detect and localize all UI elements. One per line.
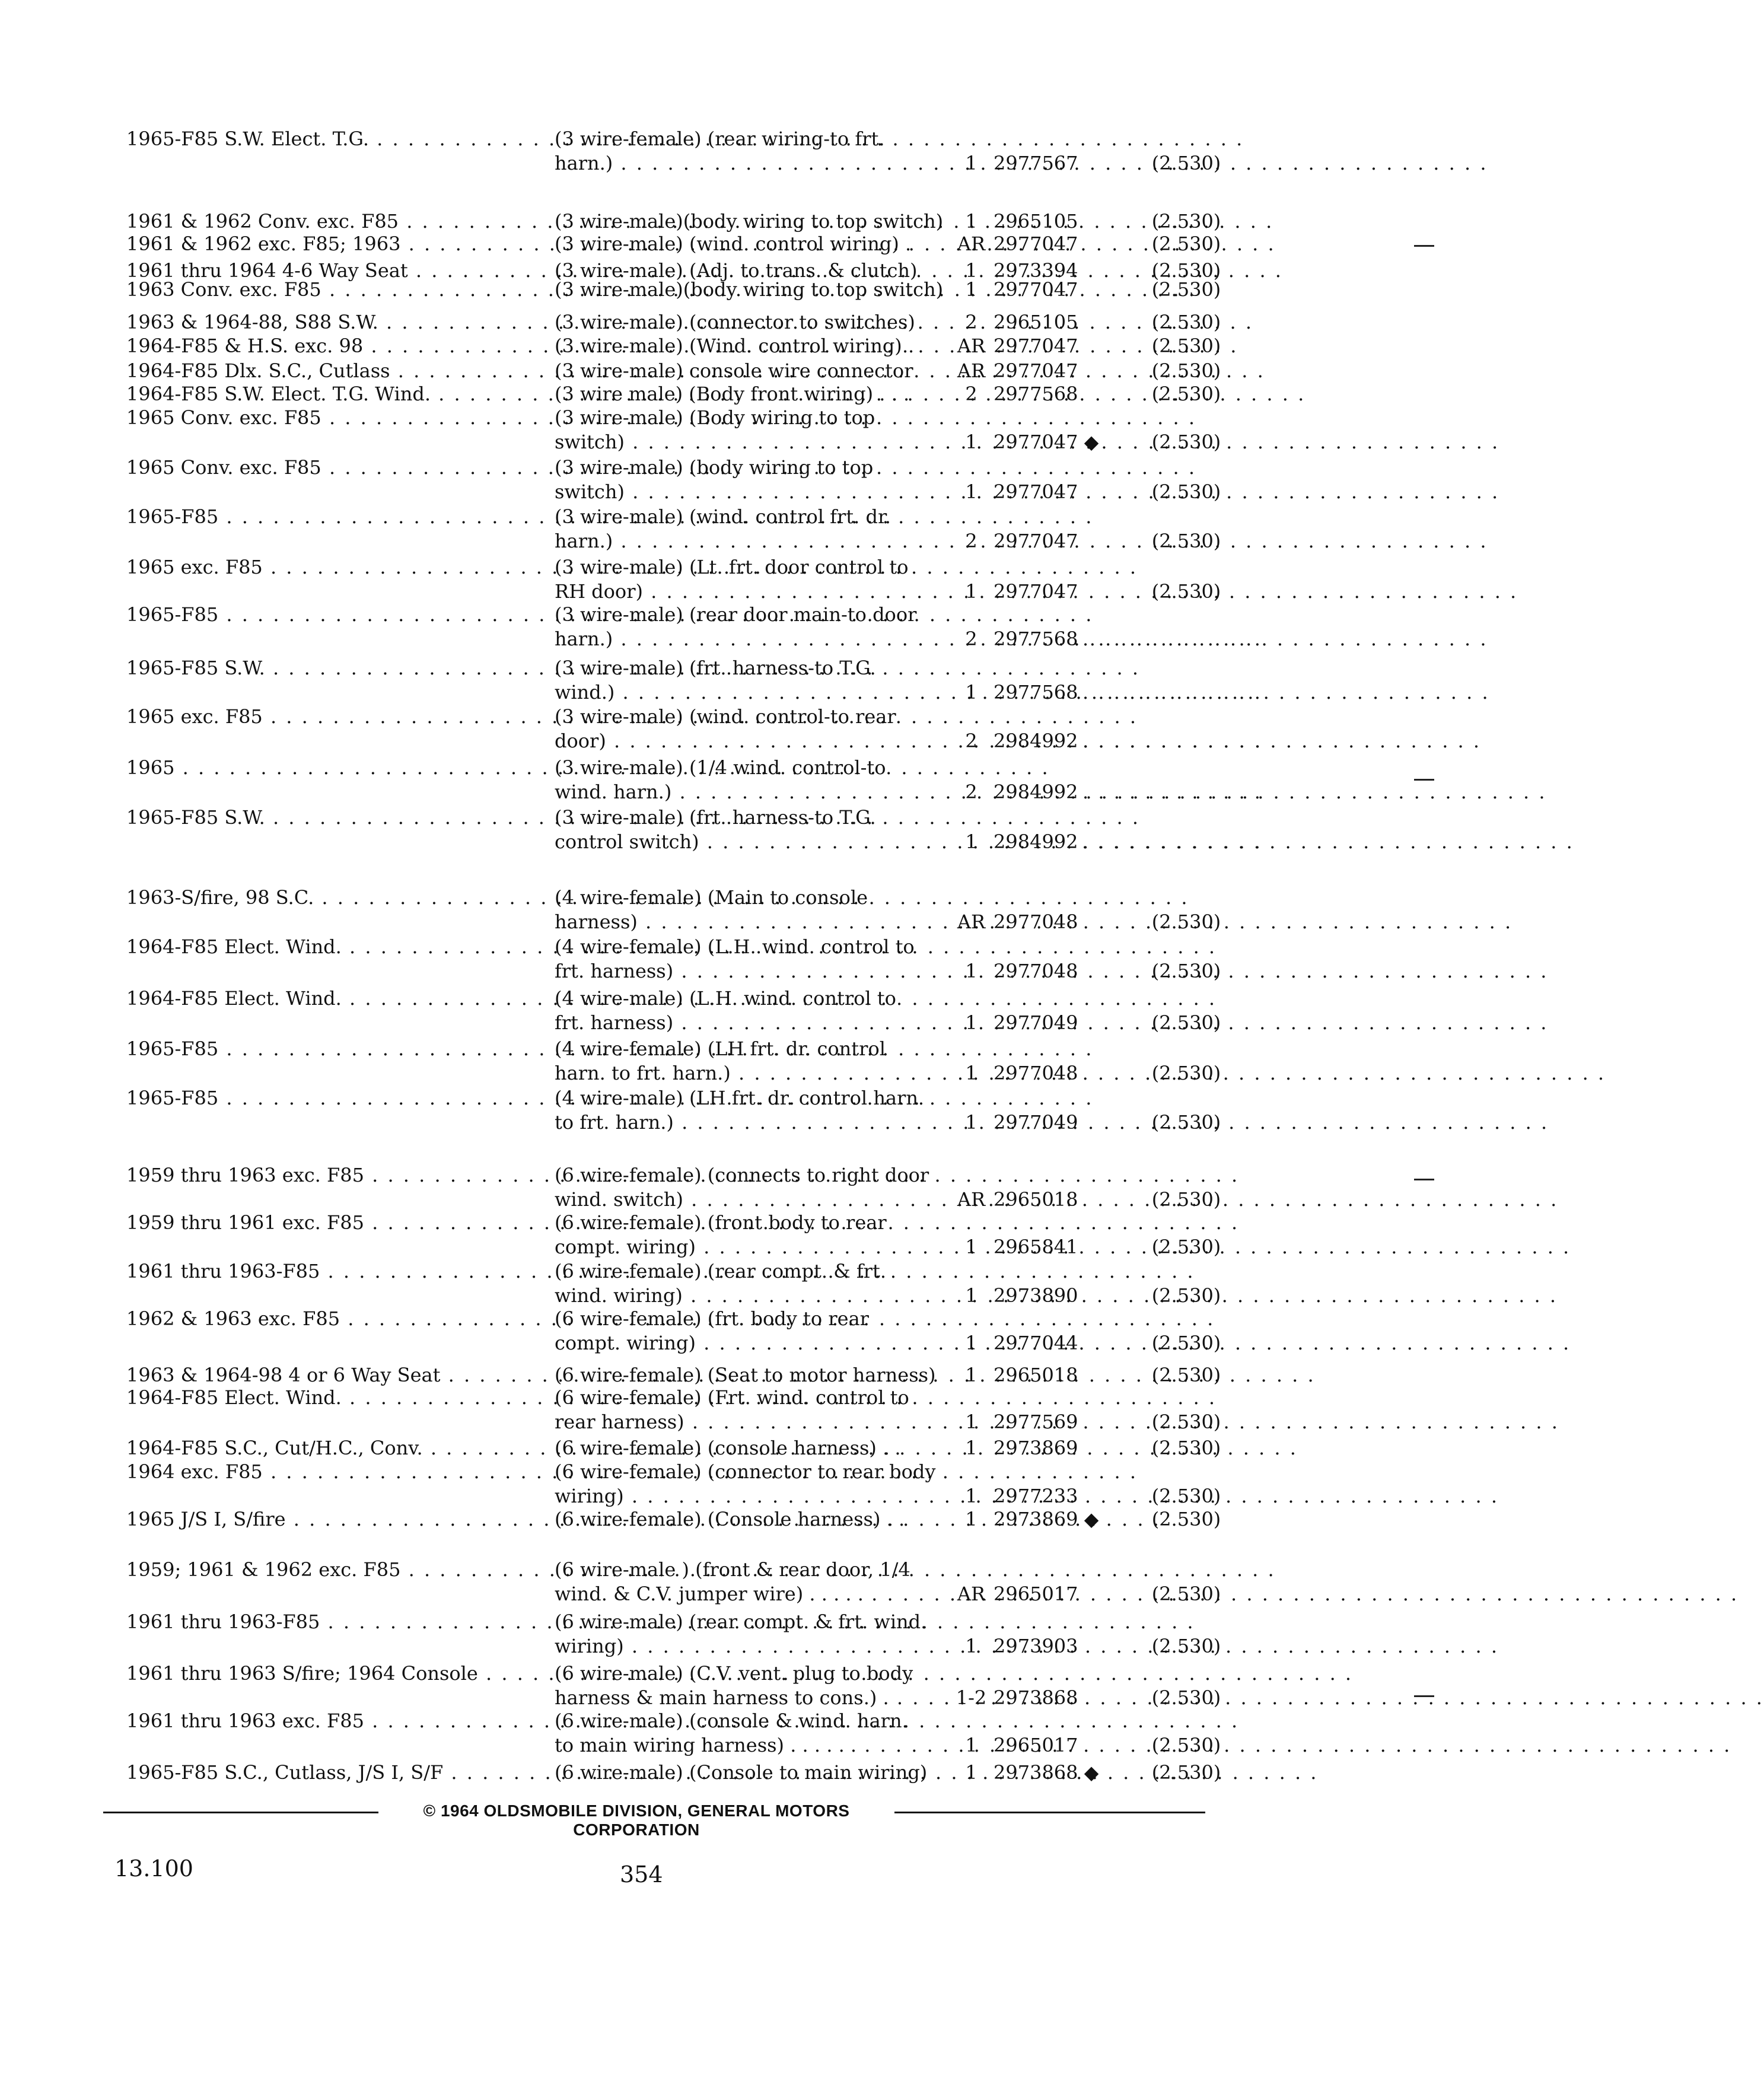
entry-group-leader: . . . . . . . . . . . . <box>1082 830 1262 853</box>
entry-model: 1961 thru 1963-F85 . . . <box>126 1612 542 1631</box>
entry-model: 1965-F85 S.W. . . . <box>126 808 542 827</box>
entry-description: (3 wire-male)(body wiring to top switch) <box>555 210 944 233</box>
entry-description: (4 wire-male) (L.H. wind. control to <box>555 987 896 1010</box>
entry-part-number: 2977048 <box>994 960 1078 982</box>
entry-group-number: (2.530) <box>1151 1761 1221 1784</box>
entry-quantity: 1 <box>965 1111 977 1134</box>
entry-description: (3 wire-male) (wind. control-to rear <box>555 705 896 728</box>
entry-quantity: 1 <box>965 152 977 174</box>
entry-part-number: 2973394 <box>994 259 1078 282</box>
entry-description: switch) . . . <box>555 432 940 451</box>
entry-group-number: (2.530) <box>1151 359 1221 382</box>
entry-description: to main wiring harness) . . . . . . . . . <box>555 1736 940 1755</box>
entry-quantity: 1 <box>965 1411 977 1433</box>
entry-part-number: 2973903 <box>994 1635 1078 1657</box>
entry-model: 1965-F85 S.W. . . . <box>126 658 542 677</box>
entry-description: (3 wire-male) (body wiring to top <box>555 456 874 479</box>
page-number: 354 <box>620 1861 663 1888</box>
entry-quantity: AR <box>957 911 986 933</box>
entry-description: wind. harn.) . . . <box>555 782 940 801</box>
entry-part-number: 2977569 <box>994 1411 1078 1433</box>
entry-model: 1965 Conv. exc. F85 . . . <box>126 458 542 477</box>
entry-group-leader: . . . . . . . . . . . . <box>1082 628 1262 650</box>
entry-description: (3 wire-male) (frt. harness-to T.G. <box>555 806 876 829</box>
entry-group-number: (2.530) <box>1151 1437 1221 1459</box>
entry-part-number: 2977048 <box>994 911 1078 933</box>
entry-model: 1964-F85 Elect. Wind. . . . <box>126 989 542 1008</box>
entry-part-number: 2984992 <box>994 830 1078 853</box>
entry-quantity: AR <box>957 359 986 382</box>
entry-quantity: 2 <box>965 530 977 552</box>
entry-part-number: 2977047 <box>994 278 1078 301</box>
entry-model: 1965 . . . <box>126 758 542 777</box>
entry-quantity: 2 <box>965 730 977 752</box>
entry-description: (3 wire-male) (Lt. frt. door control to <box>555 556 909 578</box>
entry-quantity: 1 <box>965 480 977 503</box>
entry-description: frt. harness) . . . <box>555 962 940 981</box>
entry-quantity: 1 <box>965 830 977 853</box>
entry-group-number: (2.530) <box>1151 1364 1221 1386</box>
entry-quantity: 1 <box>965 681 977 704</box>
entry-quantity: AR <box>957 1188 986 1211</box>
entry-description: (3 wire-female) (rear wiring-to frt. <box>555 128 885 150</box>
entry-model: 1965 Conv. exc. F85 . . . <box>126 408 542 427</box>
entry-quantity: 1 <box>965 960 977 982</box>
entry-group-number: (2.530) <box>1151 1508 1221 1530</box>
entry-group-number: (2.530) <box>1151 311 1221 333</box>
entry-model: 1963 & 1964-88, S88 S.W. . . . <box>126 313 542 332</box>
entry-description: harn. to frt. harn.) . . . <box>555 1064 940 1083</box>
entry-part-number: 2977049 <box>994 1011 1078 1034</box>
entry-description: wiring) . . . <box>555 1487 940 1505</box>
entry-quantity: 1-2 <box>956 1686 987 1709</box>
entry-part-number: 2973868 <box>994 1686 1078 1709</box>
entry-description: compt. wiring) . . . <box>555 1237 940 1256</box>
entry-description: (6 wire-female) (frt. body to rear <box>555 1307 869 1330</box>
entry-model: 1964-F85 Dlx. S.C., Cutlass . . . <box>126 361 542 380</box>
entry-model: 1963 Conv. exc. F85 . . . <box>126 280 542 299</box>
entry-part-number: 2977568 <box>994 628 1078 650</box>
entry-model: 1965 exc. F85 . . . <box>126 558 542 577</box>
entry-group-number: (2.530) <box>1151 335 1221 357</box>
entry-model: 1963 & 1964-98 4 or 6 Way Seat . . . <box>126 1366 542 1384</box>
entry-group-number: (2.530) <box>1151 1284 1221 1307</box>
entry-model: 1965-F85 S.W. Elect. T.G. . . . <box>126 129 542 148</box>
entry-group-number: (2.530) <box>1151 1236 1221 1258</box>
entry-description: (3 wire-male) (1/4 wind. control-to <box>555 756 886 779</box>
entry-model: 1964-F85 S.W. Elect. T.G. Wind. . . . <box>126 384 542 403</box>
entry-description: harness & main harness to cons.) . . . . <box>555 1688 940 1707</box>
entry-description: (6 wire-female) (Console harness) . . <box>555 1508 905 1530</box>
entry-description: (6 wire-female) (connects to right door <box>555 1164 929 1186</box>
entry-part-number: 2984992 <box>994 781 1078 803</box>
entry-part-number: 2973890 <box>994 1284 1078 1307</box>
entry-model: 1965-F85 S.C., Cutlass, J/S I, S/F . . . <box>126 1763 542 1782</box>
entry-group-leader: . . . . . . . . . . . . <box>1082 781 1262 803</box>
entry-group-number: (2.530) <box>1151 1332 1221 1354</box>
entry-part-number: 2965018 <box>994 1364 1078 1386</box>
margin-mark <box>1414 1695 1434 1697</box>
entry-description: (6 wire-male ) (front & rear door, 1/4 <box>555 1558 910 1581</box>
entry-part-number: 2977047 <box>994 359 1078 382</box>
entry-model: 1964 exc. F85 . . . <box>126 1462 542 1481</box>
entry-description: (3 wire-male) (wind. control frt. dr. <box>555 505 891 528</box>
entry-part-number: 2977233 <box>994 1485 1078 1507</box>
entry-part-number: 2977047 <box>994 580 1078 603</box>
entry-model: 1965 exc. F85 . . . <box>126 707 542 726</box>
entry-description: (6 wire-male) (Console to main wiring) <box>555 1761 928 1784</box>
entry-model: 1962 & 1963 exc. F85 . . . <box>126 1309 542 1328</box>
entry-description: (6 wire-female) (Frt. wind. control to <box>555 1386 909 1409</box>
margin-mark <box>1414 779 1434 781</box>
entry-description: (3 wire-male) (Body wiring to top <box>555 406 875 429</box>
entry-group-number: (2.530) <box>1151 1734 1221 1756</box>
entry-description: control switch) . . . <box>555 832 940 851</box>
entry-group-number: (2.530) <box>1151 530 1221 552</box>
footer-copyright: © 1964 OLDSMOBILE DIVISION, GENERAL MOTORS CORPORATION <box>423 1801 850 1839</box>
entry-quantity: 2 <box>965 628 977 650</box>
entry-part-number: 2977049 <box>994 1111 1078 1134</box>
entry-quantity: AR <box>957 335 986 357</box>
entry-part-number: 2977568 <box>994 681 1078 704</box>
entry-description: (4 wire-female) (L.H. wind. control to <box>555 935 915 958</box>
entry-description: (6 wire-male) (rear compt. & frt. wind. <box>555 1610 927 1633</box>
entry-quantity: AR <box>957 233 986 255</box>
entry-quantity: 1 <box>965 580 977 603</box>
entry-part-number: 2977047 ◆ <box>994 431 1099 453</box>
entry-model: 1965 J/S I, S/fire . . . <box>126 1510 542 1529</box>
entry-model: 1959 thru 1961 exc. F85 . . . <box>126 1213 542 1232</box>
entry-group-number: (2.530) <box>1151 580 1221 603</box>
entry-description: (6 wire-male) (C.V. vent. plug to body <box>555 1662 913 1685</box>
entry-quantity: 1 <box>965 278 977 301</box>
entry-group-number: (2.530) <box>1151 1485 1221 1507</box>
entry-description: (3 wire-male) (wind. control wiring) . <box>555 233 912 255</box>
entry-quantity: 1 <box>965 210 977 233</box>
entry-quantity: 1 <box>965 1734 977 1756</box>
entry-part-number: 2977047 <box>994 530 1078 552</box>
entry-description: wiring) . . . <box>555 1637 940 1656</box>
entry-group-number: (2.530) <box>1151 1062 1221 1084</box>
entry-description: (3 wire-male) (Adj. to trans. & clutch) <box>555 259 918 282</box>
entry-description: (6 wire-female) (console harness) . . <box>555 1437 901 1459</box>
entry-quantity: 1 <box>965 1011 977 1034</box>
entry-quantity: 2 <box>965 781 977 803</box>
entry-description: frt. harness) . . . <box>555 1013 940 1032</box>
entry-model: 1961 thru 1963 exc. F85 . . . <box>126 1711 542 1730</box>
footer-rule-right <box>894 1812 1205 1813</box>
entry-description: wind. & C.V. jumper wire) . . . . . . . . <box>555 1584 940 1603</box>
entry-model: 1961 thru 1963 S/fire; 1964 Console . . . <box>126 1664 542 1683</box>
entry-group-number: (2.530) <box>1151 1686 1221 1709</box>
entry-description: rear harness) . . . <box>555 1412 940 1431</box>
entry-model: 1959; 1961 & 1962 exc. F85 . . . <box>126 1560 542 1579</box>
entry-description: (3 wire-male) (rear door main-to door <box>555 603 917 626</box>
entry-description: (4 wire-male) (LH frt. dr. control harn. <box>555 1087 925 1109</box>
entry-description: RH door) . . . <box>555 582 940 601</box>
entry-group-number: (2.530) <box>1151 1635 1221 1657</box>
entry-description: wind. switch) . . . <box>555 1190 940 1209</box>
entry-quantity: 1 <box>965 1364 977 1386</box>
entry-model: 1961 thru 1964 4-6 Way Seat . . . <box>126 261 542 280</box>
entry-quantity: 1 <box>965 259 977 282</box>
entry-part-number: 2965017 <box>994 1583 1078 1605</box>
entry-model: 1965-F85 . . . <box>126 605 542 624</box>
entry-quantity: 1 <box>965 1284 977 1307</box>
entry-group-leader: . . . . . . . . . . . . <box>1082 681 1262 704</box>
entry-part-number: 2965105 <box>994 210 1078 233</box>
entry-model: 1964-F85 Elect. Wind. . . . <box>126 1388 542 1407</box>
entry-group-number: (2.530) <box>1151 210 1221 233</box>
entry-group-number: (2.530) <box>1151 1011 1221 1034</box>
entry-model: 1965-F85 . . . <box>126 1088 542 1107</box>
entry-part-number: 2984992 <box>994 730 1078 752</box>
entry-part-number: 2977047 <box>994 233 1078 255</box>
entry-group-leader: . . . . . . . . . . . . <box>1082 730 1262 752</box>
entry-group-number: (2.530) <box>1151 278 1221 301</box>
entry-group-number: (2.530) <box>1151 1583 1221 1605</box>
entry-part-number: 2977568 <box>994 383 1078 405</box>
entry-description: harn.) . . . <box>555 531 940 550</box>
margin-mark <box>1414 1179 1434 1180</box>
entry-model: 1965-F85 . . . <box>126 1039 542 1058</box>
footer-rule-left <box>103 1812 378 1813</box>
entry-description: switch) . . . <box>555 482 940 501</box>
entry-quantity: 1 <box>965 1437 977 1459</box>
entry-group-number: (2.530) <box>1151 480 1221 503</box>
entry-model: 1959 thru 1963 exc. F85 . . . <box>126 1166 542 1185</box>
entry-quantity: 2 <box>965 383 977 405</box>
entry-quantity: 1 <box>965 1508 977 1530</box>
entry-part-number: 2977047 <box>994 480 1078 503</box>
entry-description: harness) . . . <box>555 912 940 931</box>
entry-group-number: (2.530) <box>1151 259 1221 282</box>
entry-model: 1964-F85 S.C., Cut/H.C., Conv. . . . <box>126 1438 542 1457</box>
entry-group-number: (2.530) <box>1151 1188 1221 1211</box>
entry-group-number: (2.530) <box>1151 911 1221 933</box>
entry-description: (4 wire-female) (Main to console <box>555 886 868 909</box>
entry-description: (6 wire-female) (rear compt. & frt. <box>555 1260 887 1282</box>
entry-model: 1961 & 1962 Conv. exc. F85 . . . <box>126 212 542 231</box>
entry-description: (3 wire-male) (connector to switches) <box>555 311 915 333</box>
entry-group-number: (2.530) <box>1151 431 1221 453</box>
entry-quantity: 1 <box>965 1485 977 1507</box>
entry-group-number: (2.530) <box>1151 383 1221 405</box>
entry-description: (3 wire male) (Body front wiring) . . . <box>555 383 910 405</box>
entry-description: wind.) . . . <box>555 683 940 702</box>
entry-part-number: 2977567 <box>994 152 1078 174</box>
entry-part-number: 2973869 ◆ <box>994 1508 1099 1530</box>
entry-group-number: (2.530) <box>1151 233 1221 255</box>
entry-model: 1963-S/fire, 98 S.C. . . . <box>126 888 542 907</box>
entry-quantity: 1 <box>965 431 977 453</box>
entry-description: (6 wire-female) (connector to rear body <box>555 1460 936 1483</box>
margin-mark <box>1414 245 1434 247</box>
entry-quantity: 1 <box>965 1236 977 1258</box>
section-number: 13.100 <box>114 1855 193 1882</box>
entry-description: door) . . . <box>555 731 940 750</box>
entry-description: to frt. harn.) . . . <box>555 1113 940 1132</box>
entry-quantity: AR <box>957 1583 986 1605</box>
entry-quantity: 1 <box>965 1062 977 1084</box>
entry-model: 1964-F85 Elect. Wind. . . . <box>126 937 542 956</box>
entry-model: 1965-F85 . . . <box>126 507 542 526</box>
entry-description: (3 wire-male) (Wind. control wiring) . <box>555 335 915 357</box>
entry-part-number: 2977047 <box>994 335 1078 357</box>
entry-description: wind. wiring) . . . <box>555 1286 940 1305</box>
entry-part-number: 2973868 ◆ <box>994 1761 1099 1784</box>
entry-group-number: (2.530) <box>1151 1111 1221 1134</box>
entry-part-number: 2965841 <box>994 1236 1078 1258</box>
entry-model: 1961 & 1962 exc. F85; 1963 . . . <box>126 234 542 253</box>
entry-model: 1961 thru 1963-F85 . . . <box>126 1262 542 1281</box>
entry-group-number: (2.530) <box>1151 960 1221 982</box>
entry-group-number: (2.530) <box>1151 1411 1221 1433</box>
entry-description: (4 wire-female) (LH frt. dr. control <box>555 1037 886 1060</box>
entry-description: (3 wire-male) console wire connector <box>555 359 913 382</box>
entry-part-number: 2973869 <box>994 1437 1078 1459</box>
entry-description: (3 wire-male) (frt. harness-to T.G. <box>555 657 876 679</box>
entry-quantity: 1 <box>965 1635 977 1657</box>
entry-group-number: (2.530) <box>1151 152 1221 174</box>
entry-description: harn.) . . . <box>555 629 940 648</box>
entry-description: (6 wire-female) (front body to rear <box>555 1211 887 1234</box>
entry-description: (3 wire-male)(body wiring to top switch) <box>555 278 944 301</box>
entry-description: (6 wire-male) (console & wind. harn. <box>555 1710 908 1732</box>
entry-part-number: 2965018 <box>994 1188 1078 1211</box>
entry-description: (6 wire-female) (Seat to motor harness) <box>555 1364 936 1386</box>
entry-part-number: 2965105 <box>994 311 1078 333</box>
entry-model: 1964-F85 & H.S. exc. 98 . . . <box>126 336 542 355</box>
entry-quantity: 1 <box>965 1761 977 1784</box>
entry-description: harn.) . . . <box>555 154 940 173</box>
entry-part-number: 2965017 <box>994 1734 1078 1756</box>
entry-description: compt. wiring) . . . <box>555 1333 940 1352</box>
entry-part-number: 2977048 <box>994 1062 1078 1084</box>
entry-quantity: 2 <box>965 311 977 333</box>
entry-part-number: 2977044 <box>994 1332 1078 1354</box>
entry-quantity: 1 <box>965 1332 977 1354</box>
